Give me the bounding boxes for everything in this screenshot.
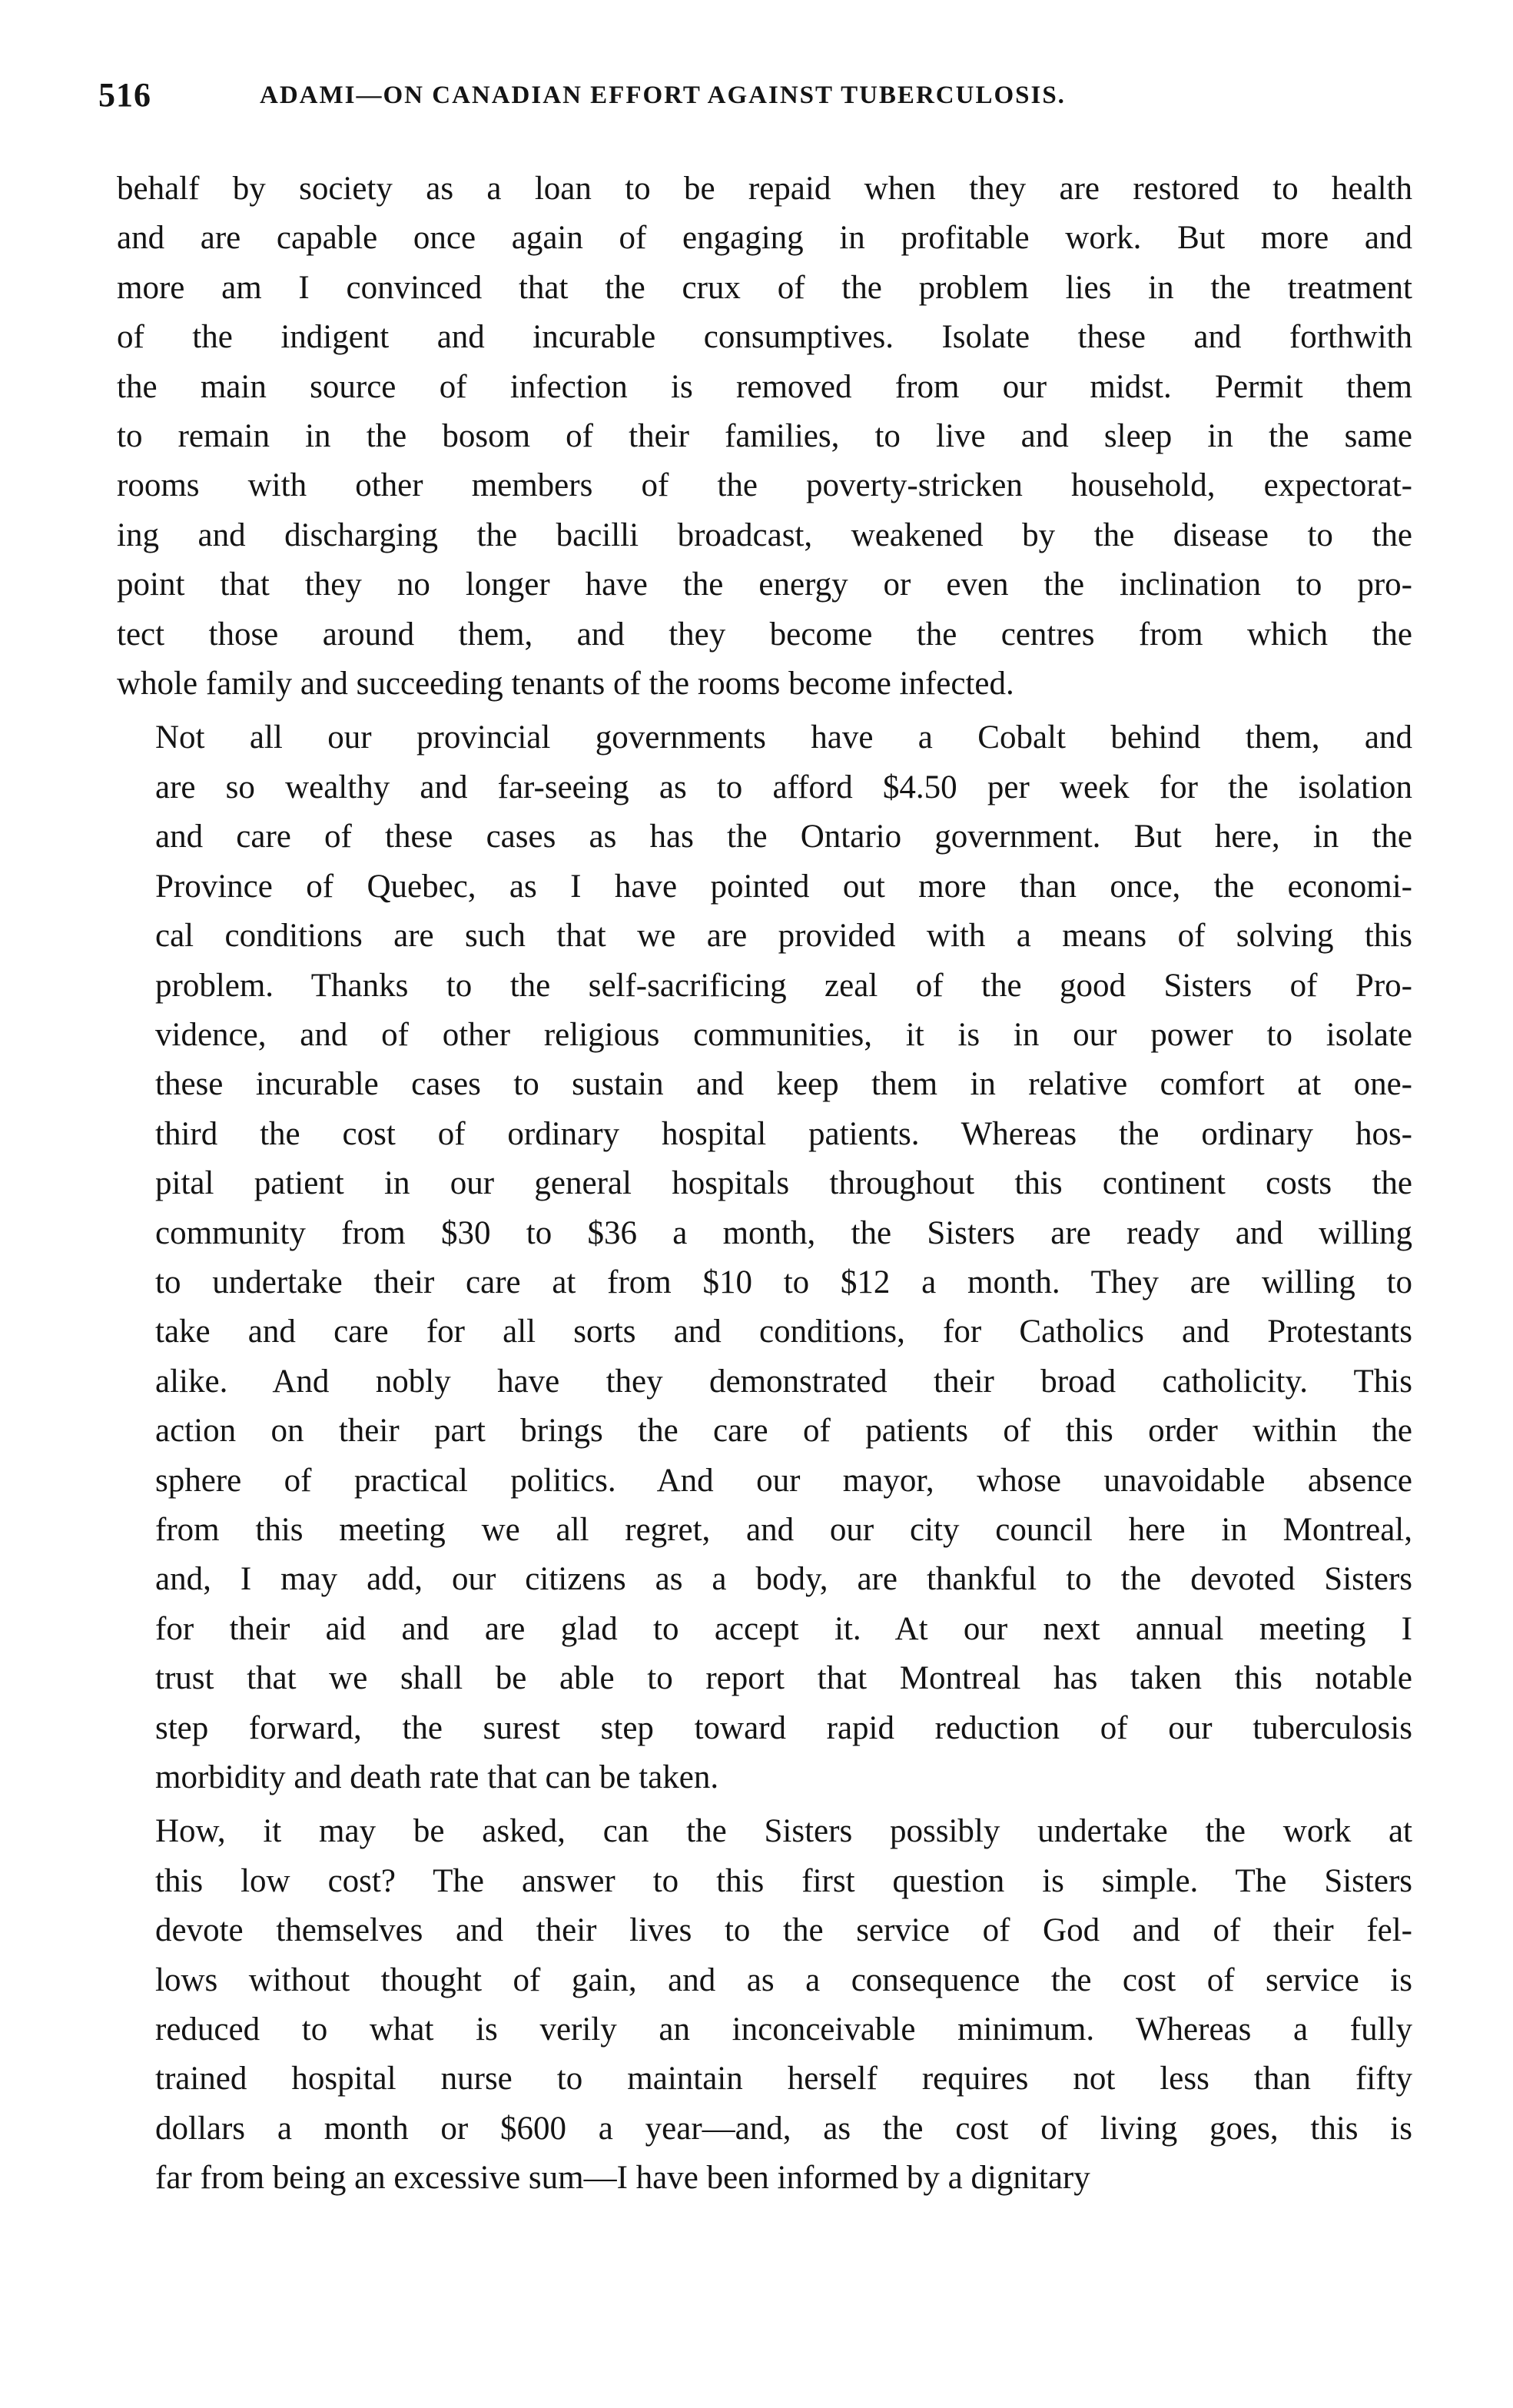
text-line: Not all our provincial governments have a Cobalt behind them, and <box>155 719 1412 756</box>
text-line: and care of these cases as has the Ontario government. But here, in the <box>155 819 1412 855</box>
text-line: community from $30 to $36 a month, the Sisters are ready and willing <box>155 1214 1412 1251</box>
text-line: far from being an excessive sum—I have been informed by a dignitary <box>155 2160 1090 2197</box>
text-line: devote themselves and their lives to the service of God and of their fel- <box>155 1912 1412 1949</box>
text-line: from this meeting we all regret, and our city council here in Montreal, <box>155 1511 1412 1548</box>
text-line: pital patient in our general hospitals throughout this continent costs the <box>155 1165 1412 1202</box>
text-line: and are capable once again of engaging in profitable work. But more and <box>117 220 1412 257</box>
text-line: and, I may add, our citizens as a body, are thankful to the devoted Sisters <box>155 1561 1412 1598</box>
running-title: ADAMI—ON CANADIAN EFFORT AGAINST TUBERCULOSIS. <box>260 81 1066 109</box>
paragraph <box>117 1807 1412 2203</box>
text-line: behalf by society as a loan to be repaid when they are restored to health <box>117 171 1412 207</box>
text-line: trust that we shall be able to report that Montreal has taken this notable <box>155 1660 1412 1697</box>
text-line: problem. Thanks to the self-sacrificing zeal of the good Sisters of Pro- <box>155 967 1412 1004</box>
text-line: whole family and succeeding tenants of the rooms become infected. <box>117 666 1014 702</box>
text-line: point that they no longer have the energy or even the inclination to pro- <box>117 566 1412 603</box>
text-line: alike. And nobly have they demonstrated their broad catholicity. This <box>155 1363 1412 1400</box>
paragraph <box>117 164 1412 709</box>
text-line: to undertake their care at from $10 to $12 a month. They are willing to <box>155 1264 1412 1300</box>
text-line: more am I convinced that the crux of the problem lies in the treatment <box>117 269 1412 306</box>
text-line: tect those around them, and they become the centres from which the <box>117 616 1412 653</box>
text-line: sphere of practical politics. And our mayor, whose unavoidable absence <box>155 1462 1412 1499</box>
text-line: third the cost of ordinary hospital patients. Whereas the ordinary hos- <box>155 1115 1412 1152</box>
text-line: ing and discharging the bacilli broadcast, weakened by the disease to the <box>117 516 1412 553</box>
text-line: reduced to what is verily an inconceivable minimum. Whereas a fully <box>155 2011 1412 2048</box>
page-number: 516 <box>98 76 151 114</box>
text-line: dollars a month or $600 a year—and, as the cost of living goes, this is <box>155 2110 1412 2147</box>
text-line: the main source of infection is removed from our midst. Permit them <box>117 368 1412 405</box>
text-line: step forward, the surest step toward rapid reduction of our tuberculosis <box>155 1709 1412 1746</box>
text-line: for their aid and are glad to accept it. At our next annual meeting I <box>155 1610 1412 1647</box>
text-line: action on their part brings the care of patients of this order within the <box>155 1413 1412 1450</box>
text-line: morbidity and death rate that can be taken. <box>155 1759 719 1795</box>
text-line: Province of Quebec, as I have pointed out more than once, the economi- <box>155 868 1412 905</box>
text-line: rooms with other members of the poverty-stricken household, expectorat- <box>117 467 1412 504</box>
text-line: take and care for all sorts and conditions, for Catholics and Protestants <box>155 1314 1412 1350</box>
text-line: cal conditions are such that we are provided with a means of solving this <box>155 918 1412 955</box>
text-line: lows without thought of gain, and as a consequence the cost of service is <box>155 1961 1412 1998</box>
paragraph <box>117 713 1412 1802</box>
body-text <box>117 164 1412 2204</box>
text-line: this low cost? The answer to this first question is simple. The Sisters <box>155 1862 1412 1899</box>
running-header <box>98 75 1420 121</box>
text-line: to remain in the bosom of their families, to live and sleep in the same <box>117 418 1412 455</box>
text-line: of the indigent and incurable consumptives. Isolate these and forthwith <box>117 319 1412 356</box>
text-line: trained hospital nurse to maintain herself requires not less than fifty <box>155 2061 1412 2097</box>
text-line: these incurable cases to sustain and keep them in relative comfort at one- <box>155 1066 1412 1103</box>
text-line: are so wealthy and far-seeing as to afford $4.50 per week for the isolation <box>155 769 1412 805</box>
text-line: How, it may be asked, can the Sisters possibly undertake the work at <box>155 1813 1412 1850</box>
text-line: vidence, and of other religious communities, it is in our power to isolate <box>155 1016 1412 1053</box>
